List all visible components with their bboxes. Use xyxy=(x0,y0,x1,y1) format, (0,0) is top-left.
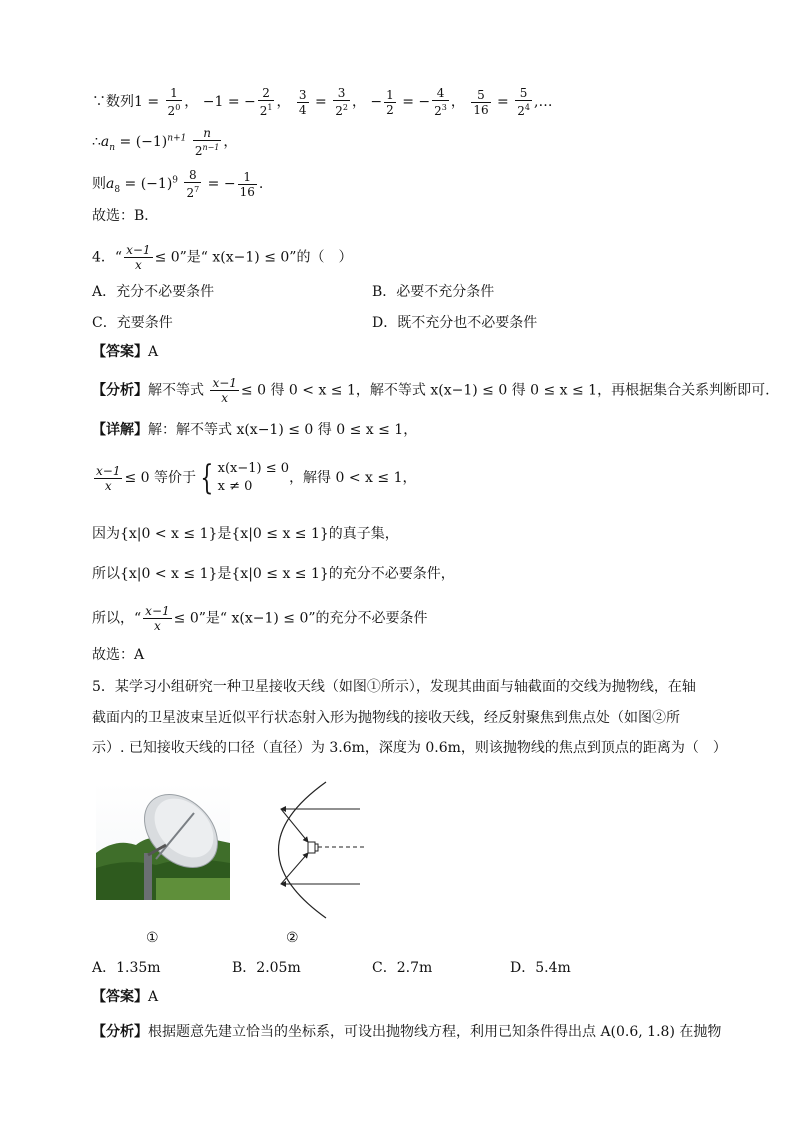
fraction: $\frac{3}{4}$ xyxy=(298,87,307,117)
frac-den: x xyxy=(221,391,229,405)
q4-stem xyxy=(92,243,352,272)
fraction xyxy=(210,376,238,405)
frac-den: x xyxy=(134,258,142,272)
q5-answer xyxy=(92,987,158,1007)
q4-number: 4． xyxy=(92,249,115,266)
a8-prefix: 则 xyxy=(92,176,106,192)
detail-tag: 【详解】 xyxy=(92,422,148,438)
fraction: $\frac{4}{2^3}$ xyxy=(434,86,447,118)
fraction: $\frac{1}{2^0}$ xyxy=(167,86,181,118)
analysis-text: 根据题意先建立恰当的坐标系，可设出抛物线方程，利用已知条件得出点 A(0.6, 1.8) 在抛物 xyxy=(148,1024,722,1040)
q4-detail-4: 所以{x|0 < x ≤ 1}是{x|0 ≤ x ≤ 1}的充分不必要条件， xyxy=(92,566,455,582)
fraction xyxy=(94,464,122,493)
figure-2-label: ② xyxy=(286,930,299,946)
detail-text: ≤ 0”是“ x(x−1) ≤ 0”的充分不必要条件 xyxy=(173,610,428,627)
a8-formula-line: 则$a_8 = (-1)^9$ $\frac{8}{2^7}$ = − $\frac{1}{16}$ . xyxy=(92,168,264,200)
fraction: $\frac{5}{16}$ xyxy=(473,87,489,117)
answer-value: A xyxy=(148,344,159,360)
an-formula-line: $\therefore a_n = (-1)^{n+1}$ $\frac{n}{2^{n-1}}$ ， xyxy=(92,126,238,158)
q5-option-c: C．2.7m xyxy=(372,960,433,976)
satellite-dish-photo xyxy=(96,783,230,900)
fraction xyxy=(124,243,152,272)
detail-text: ≤ 0 等价于 xyxy=(124,470,197,486)
q5-stem-1: 5．某学习小组研究一种卫星接收天线（如图①所示），发现其曲面与轴截面的交线为抛物线，在轴 xyxy=(92,679,696,695)
q4-choice: 故选：A xyxy=(92,647,145,663)
q4-analysis xyxy=(92,376,770,405)
frac-num: x−1 xyxy=(212,376,237,390)
fraction xyxy=(143,604,171,633)
analysis-text-a: 解不等式 xyxy=(148,382,204,399)
answer-tag: 【答案】 xyxy=(92,989,148,1005)
sequence-line: ∵数列1 = $\frac{1}{2^0}$ ， −1 = − $\frac{2}{2^1}$ ， $\frac{3}{4}$ = $\frac{3}{2^2}$ ， − $\frac{1}{2}$ = − $\frac{4}{2^3}$ ， $\frac{5}{16}$ = $\frac{5}{2^4}$ ,… xyxy=(92,86,553,118)
analysis-tag: 【分析】 xyxy=(92,1024,148,1040)
fraction: $\frac{5}{2^4}$ xyxy=(517,86,530,118)
q5-analysis xyxy=(92,1022,721,1042)
fraction: $\frac{n}{2^{n-1}}$ xyxy=(194,126,220,158)
figure-1-label: ① xyxy=(146,930,159,946)
q4-option-c: C．充要条件 xyxy=(92,315,173,331)
q5-option-d: D．5.4m xyxy=(510,960,571,976)
q3-choice: 故选：B． xyxy=(92,208,159,224)
answer-tag: 【答案】 xyxy=(92,344,148,360)
q4-option-b: B．必要不充分条件 xyxy=(372,284,495,300)
q4-detail-3: 因为{x|0 < x ≤ 1}是{x|0 ≤ x ≤ 1}的真子集， xyxy=(92,526,399,542)
q5-stem-2: 截面内的卫星波束呈近似平行状态射入形为抛物线的接收天线，经反射聚焦到焦点处（如图②所 xyxy=(92,710,680,726)
detail-text: ，解得 0 < x ≤ 1， xyxy=(289,470,417,486)
seq-prefix: ∵数列 xyxy=(92,94,134,110)
brace: { xyxy=(200,458,214,498)
analysis-text-b: ≤ 0 得 0 < x ≤ 1，解不等式 x(x−1) ≤ 0 得 0 ≤ x ≤ 1，再根据集合关系判断即可. xyxy=(240,382,770,399)
seq-suffix: … xyxy=(538,94,553,110)
frac-num: x−1 xyxy=(96,463,121,478)
answer-value: A xyxy=(148,989,159,1005)
fraction: $\frac{1}{16}$ xyxy=(239,169,255,199)
fraction: $\frac{2}{2^1}$ xyxy=(259,86,273,118)
frac-den: x xyxy=(154,619,161,633)
q4-stem-text: ≤ 0”是“ x(x−1) ≤ 0”的（ ） xyxy=(154,249,353,266)
case-system xyxy=(218,460,289,496)
case-2: x ≠ 0 xyxy=(217,479,253,494)
q4-detail-5 xyxy=(92,604,428,633)
frac-num: x−1 xyxy=(126,243,151,257)
fraction: $\frac{3}{2^2}$ xyxy=(335,86,348,118)
frac-num: x−1 xyxy=(145,604,170,618)
analysis-tag: 【分析】 xyxy=(92,382,148,399)
detail-text: 解：解不等式 x(x−1) ≤ 0 得 0 ≤ x ≤ 1， xyxy=(148,422,418,438)
frac-den: x xyxy=(104,478,112,493)
q4-stem-prefix: “ xyxy=(114,249,123,266)
q5-option-a: A．1.35m xyxy=(92,960,161,976)
q4-detail-2 xyxy=(92,460,416,500)
q5-option-b: B．2.05m xyxy=(232,960,301,976)
parabola-diagram xyxy=(256,780,366,920)
q5-stem-3: 示）. 已知接收天线的口径（直径）为 3.6m，深度为 0.6m，则该抛物线的焦点到顶点的距离为（ ） xyxy=(92,740,727,756)
q4-answer xyxy=(92,342,158,362)
q4-detail-1 xyxy=(92,420,417,440)
detail-text: 所以，“ xyxy=(92,610,142,627)
case-1: x(x−1) ≤ 0 xyxy=(217,461,290,476)
q4-option-d: D．既不充分也不必要条件 xyxy=(372,315,538,331)
fraction: $\frac{1}{2}$ xyxy=(386,87,394,117)
an-prefix: ∴ xyxy=(92,134,101,150)
q4-option-a: A．充分不必要条件 xyxy=(92,284,215,300)
fraction: $\frac{8}{2^7}$ xyxy=(186,168,200,200)
